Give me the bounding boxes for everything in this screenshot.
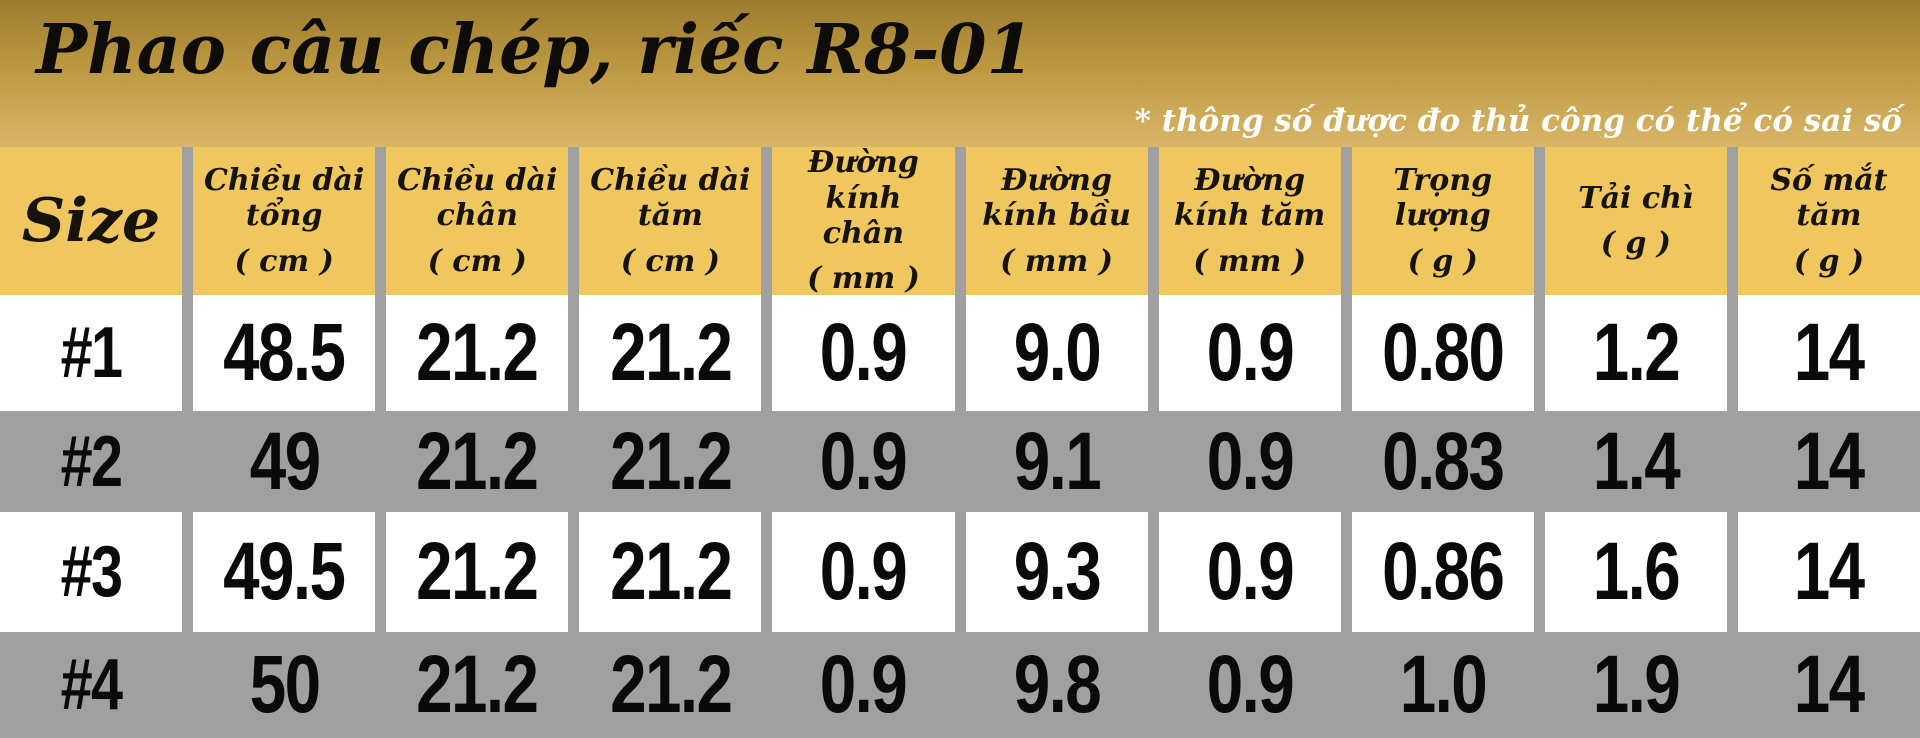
column-header-unit: ( mm ) bbox=[1000, 243, 1113, 279]
cell-value: 21.2 bbox=[416, 639, 538, 730]
cell-value: 1.4 bbox=[1592, 415, 1680, 507]
column-header-unit: ( mm ) bbox=[1193, 243, 1307, 279]
table-cell bbox=[1545, 512, 1727, 632]
cell-value: 0.9 bbox=[820, 307, 907, 398]
table-cell bbox=[579, 411, 761, 512]
table-cell bbox=[1545, 411, 1727, 512]
table-cell bbox=[579, 632, 761, 738]
cell-value: 9.3 bbox=[1013, 526, 1100, 617]
table-cell bbox=[386, 632, 568, 738]
cell-value: 0.9 bbox=[1206, 307, 1293, 398]
cell-value: 0.80 bbox=[1382, 307, 1504, 398]
table-cell bbox=[772, 512, 954, 632]
size-value: #3 bbox=[60, 532, 122, 612]
table-cell bbox=[1159, 512, 1341, 632]
column-header-antenna-diameter bbox=[1159, 147, 1341, 295]
cell-value: 0.9 bbox=[1206, 639, 1293, 730]
row-size-label bbox=[0, 411, 182, 512]
column-header-label: Số mắt tăm bbox=[1770, 162, 1888, 234]
table-cell bbox=[193, 411, 375, 512]
column-header-leg-diameter bbox=[772, 147, 954, 295]
table-cell bbox=[386, 512, 568, 632]
column-header-unit: ( g ) bbox=[1407, 243, 1478, 279]
cell-value: 21.2 bbox=[609, 307, 731, 398]
column-header-label: Tải chì bbox=[1578, 180, 1694, 216]
cell-value: 50 bbox=[249, 639, 320, 730]
column-header-antenna-length bbox=[579, 147, 761, 295]
column-header-label: Chiều dài tổng bbox=[204, 162, 365, 234]
table-cell bbox=[579, 295, 761, 411]
cell-value: 0.86 bbox=[1382, 526, 1504, 617]
measurement-disclaimer-note: * thông số được đo thủ công có thể có sai số bbox=[1134, 103, 1902, 139]
column-header-weight bbox=[1352, 147, 1534, 295]
column-header-size: Size bbox=[0, 147, 182, 295]
column-header-unit: ( g ) bbox=[1600, 226, 1671, 261]
cell-value: 1.9 bbox=[1592, 639, 1680, 730]
cell-value: 0.9 bbox=[1206, 415, 1293, 507]
table-cell bbox=[1545, 295, 1727, 411]
table-cell bbox=[386, 411, 568, 512]
table-cell bbox=[579, 512, 761, 632]
size-value: #2 bbox=[60, 421, 122, 502]
table-cell bbox=[1352, 512, 1534, 632]
column-header-label: Đường kính chân bbox=[808, 147, 919, 251]
cell-value: 49.5 bbox=[223, 526, 345, 617]
cell-value: 0.9 bbox=[820, 526, 907, 617]
table-cell bbox=[1352, 411, 1534, 512]
column-header-unit: ( g ) bbox=[1793, 243, 1865, 279]
row-size-label bbox=[0, 295, 182, 411]
cell-value: 9.1 bbox=[1013, 415, 1100, 507]
cell-value: 21.2 bbox=[609, 639, 731, 730]
column-header-body-diameter bbox=[966, 147, 1148, 295]
column-header-label: Trọng lượng bbox=[1393, 162, 1493, 234]
table-cell bbox=[386, 295, 568, 411]
table-cell bbox=[772, 411, 954, 512]
cell-value: 1.0 bbox=[1399, 639, 1486, 730]
cell-value: 9.0 bbox=[1013, 307, 1100, 398]
column-header-unit: ( cm ) bbox=[620, 243, 720, 279]
table-cell bbox=[1159, 411, 1341, 512]
column-header-antenna-marks bbox=[1738, 147, 1920, 295]
cell-value: 21.2 bbox=[609, 526, 731, 617]
column-header-unit: ( cm ) bbox=[427, 243, 527, 279]
table-cell bbox=[966, 411, 1148, 512]
cell-value: 0.9 bbox=[1206, 526, 1293, 617]
cell-value: 0.9 bbox=[820, 415, 907, 507]
title-band bbox=[0, 0, 1920, 147]
page-title: Phao câu chép, riếc R8-01 bbox=[36, 10, 1034, 90]
size-value: #1 bbox=[60, 313, 122, 393]
cell-value: 0.83 bbox=[1382, 415, 1504, 507]
spec-table bbox=[0, 147, 1920, 738]
cell-value: 14 bbox=[1794, 307, 1864, 398]
column-header-lead-load bbox=[1545, 147, 1727, 295]
table-cell bbox=[1738, 512, 1920, 632]
column-header-total-length bbox=[193, 147, 375, 295]
column-header-label: Đường kính bầu bbox=[982, 162, 1131, 234]
cell-value: 14 bbox=[1794, 639, 1864, 730]
table-cell bbox=[966, 295, 1148, 411]
cell-value: 49 bbox=[249, 415, 320, 507]
row-size-label bbox=[0, 632, 182, 738]
cell-value: 21.2 bbox=[416, 415, 538, 507]
table-cell bbox=[1738, 632, 1920, 738]
table-cell bbox=[193, 512, 375, 632]
cell-value: 1.2 bbox=[1592, 307, 1680, 398]
column-header-unit: ( cm ) bbox=[234, 243, 334, 279]
cell-value: 1.6 bbox=[1592, 526, 1680, 617]
table-cell bbox=[1352, 632, 1534, 738]
table-cell bbox=[966, 632, 1148, 738]
table-cell bbox=[1545, 632, 1727, 738]
cell-value: 0.9 bbox=[820, 639, 907, 730]
row-size-label bbox=[0, 512, 182, 632]
table-cell bbox=[1738, 411, 1920, 512]
column-header-leg-length bbox=[386, 147, 568, 295]
table-cell bbox=[772, 295, 954, 411]
cell-value: 21.2 bbox=[609, 415, 731, 507]
cell-value: 21.2 bbox=[416, 307, 538, 398]
table-cell bbox=[1159, 632, 1341, 738]
table-cell bbox=[772, 632, 954, 738]
table-cell bbox=[966, 512, 1148, 632]
table-cell bbox=[193, 632, 375, 738]
column-header-label: Chiều dài chân bbox=[397, 162, 558, 234]
column-header-label: Đường kính tăm bbox=[1173, 162, 1326, 234]
table-cell bbox=[1159, 295, 1341, 411]
table-cell bbox=[1352, 295, 1534, 411]
table-cell bbox=[1738, 295, 1920, 411]
table-cell bbox=[193, 295, 375, 411]
size-value: #4 bbox=[60, 645, 122, 725]
cell-value: 14 bbox=[1794, 526, 1864, 617]
cell-value: 21.2 bbox=[416, 526, 538, 617]
column-header-unit: ( mm ) bbox=[807, 261, 920, 295]
cell-value: 14 bbox=[1794, 415, 1864, 507]
column-header-label: Chiều dài tăm bbox=[590, 162, 751, 234]
cell-value: 9.8 bbox=[1013, 639, 1100, 730]
cell-value: 48.5 bbox=[223, 307, 345, 398]
